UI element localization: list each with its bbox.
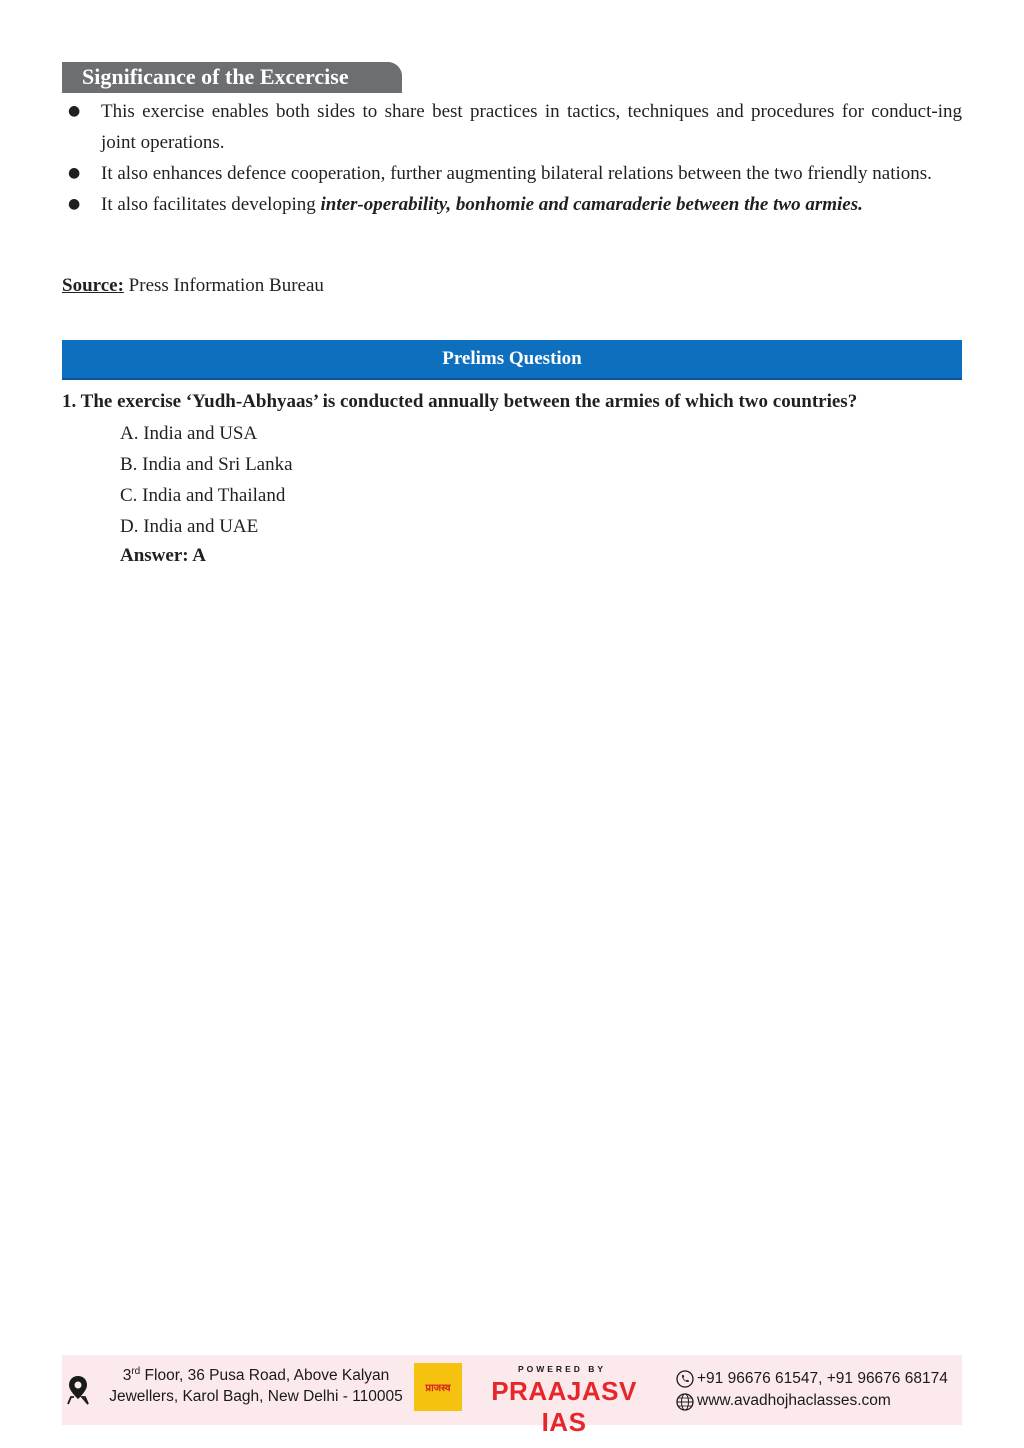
source-value: Press Information Bureau <box>128 275 324 296</box>
bullet-item <box>62 189 962 220</box>
significance-bullet-list <box>62 96 962 220</box>
address-line-2: Jewellers, Karol Bagh, New Delhi - 110005 <box>109 1388 403 1405</box>
bullet-item <box>62 158 962 189</box>
globe-icon <box>676 1393 694 1411</box>
section-title-significance: Significance of the Excercise <box>62 62 402 92</box>
website-link[interactable]: www.avadhojhaclasses.com <box>697 1392 891 1409</box>
powered-by-label: POWERED BY <box>517 1364 607 1374</box>
prelims-question-header: Prelims Question <box>62 340 962 380</box>
page-footer <box>62 1355 962 1437</box>
bullet-text: This exercise enables both sides to share best practices in tactics, techniques and procedures for conduct-ing joint operations. <box>101 101 962 153</box>
option-b: B. India and Sri Lanka <box>120 454 293 475</box>
option-d: D. India and UAE <box>120 516 259 537</box>
address-block <box>96 1365 416 1407</box>
phone-icon <box>676 1370 694 1388</box>
brand-name: PRAAJASV IAS <box>491 1376 637 1437</box>
praajasv-logo <box>414 1363 462 1411</box>
section-title-underline <box>62 91 402 93</box>
bullet-text: It also facilitates developing <box>101 194 321 215</box>
answer-options-list <box>120 418 293 542</box>
bullet-emphasis-text: inter-operability, bonhomie and camaraderie between the two armies. <box>320 194 863 215</box>
bullet-item <box>62 96 962 158</box>
answer-text: Answer: A <box>120 545 207 566</box>
location-pin-icon <box>66 1375 90 1405</box>
phone-numbers: +91 96676 61547, +91 96676 68174 <box>697 1370 948 1387</box>
logo-text: प्राजस्व <box>425 1383 451 1394</box>
option-c: C. India and Thailand <box>120 485 286 506</box>
source-label: Source: <box>62 275 124 296</box>
bullet-text: It also enhances defence cooperation, further augmenting bilateral relations between the two friendly nations. <box>101 163 932 184</box>
bullet-dot-icon: ● <box>68 103 81 119</box>
source-line <box>62 272 324 300</box>
question-text: 1. The exercise ‘Yudh-Abhyaas’ is conducted annually between the armies of which two countries? <box>62 391 858 412</box>
bullet-dot-icon: ● <box>68 196 81 212</box>
address-line-1: 3rd Floor, 36 Pusa Road, Above Kalyan <box>122 1365 390 1384</box>
bullet-dot-icon: ● <box>68 165 81 181</box>
option-a: A. India and USA <box>120 423 258 444</box>
